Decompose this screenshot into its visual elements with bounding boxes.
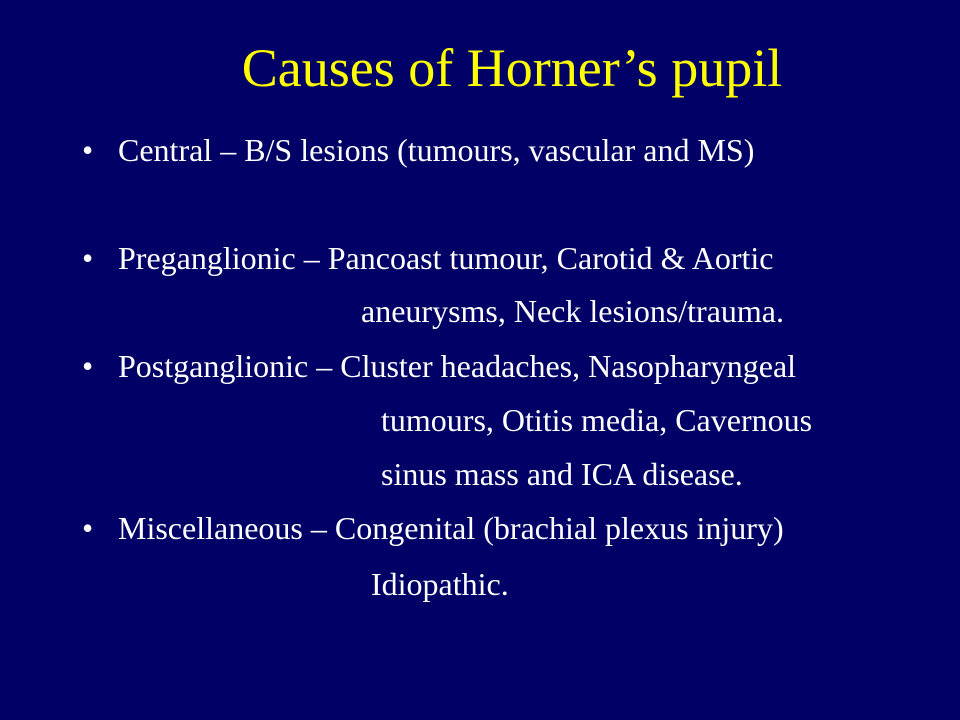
bullet-marker: • xyxy=(82,240,94,276)
item-central-line-1: Central – B/S lesions (tumours, vascular and MS) xyxy=(118,132,755,168)
item-postganglionic-line-1: Postganglionic – Cluster headaches, Nasopharyngeal xyxy=(118,348,797,384)
bullet-marker: • xyxy=(82,132,94,168)
item-postganglionic-line-3: sinus mass and ICA disease. xyxy=(381,456,743,492)
item-miscellaneous-line-1: Miscellaneous – Congenital (brachial plexus injury) xyxy=(118,510,784,546)
bullet-marker: • xyxy=(82,510,94,546)
bullet-marker: • xyxy=(82,348,94,384)
slide-title: Causes of Horner’s pupil xyxy=(241,38,783,98)
item-preganglionic-line-2: aneurysms, Neck lesions/trauma. xyxy=(361,293,784,329)
item-postganglionic-line-2: tumours, Otitis media, Cavernous xyxy=(381,402,813,438)
item-miscellaneous-line-2: Idiopathic. xyxy=(371,566,509,602)
item-preganglionic-line-1: Preganglionic – Pancoast tumour, Carotid & Aortic xyxy=(118,240,774,276)
